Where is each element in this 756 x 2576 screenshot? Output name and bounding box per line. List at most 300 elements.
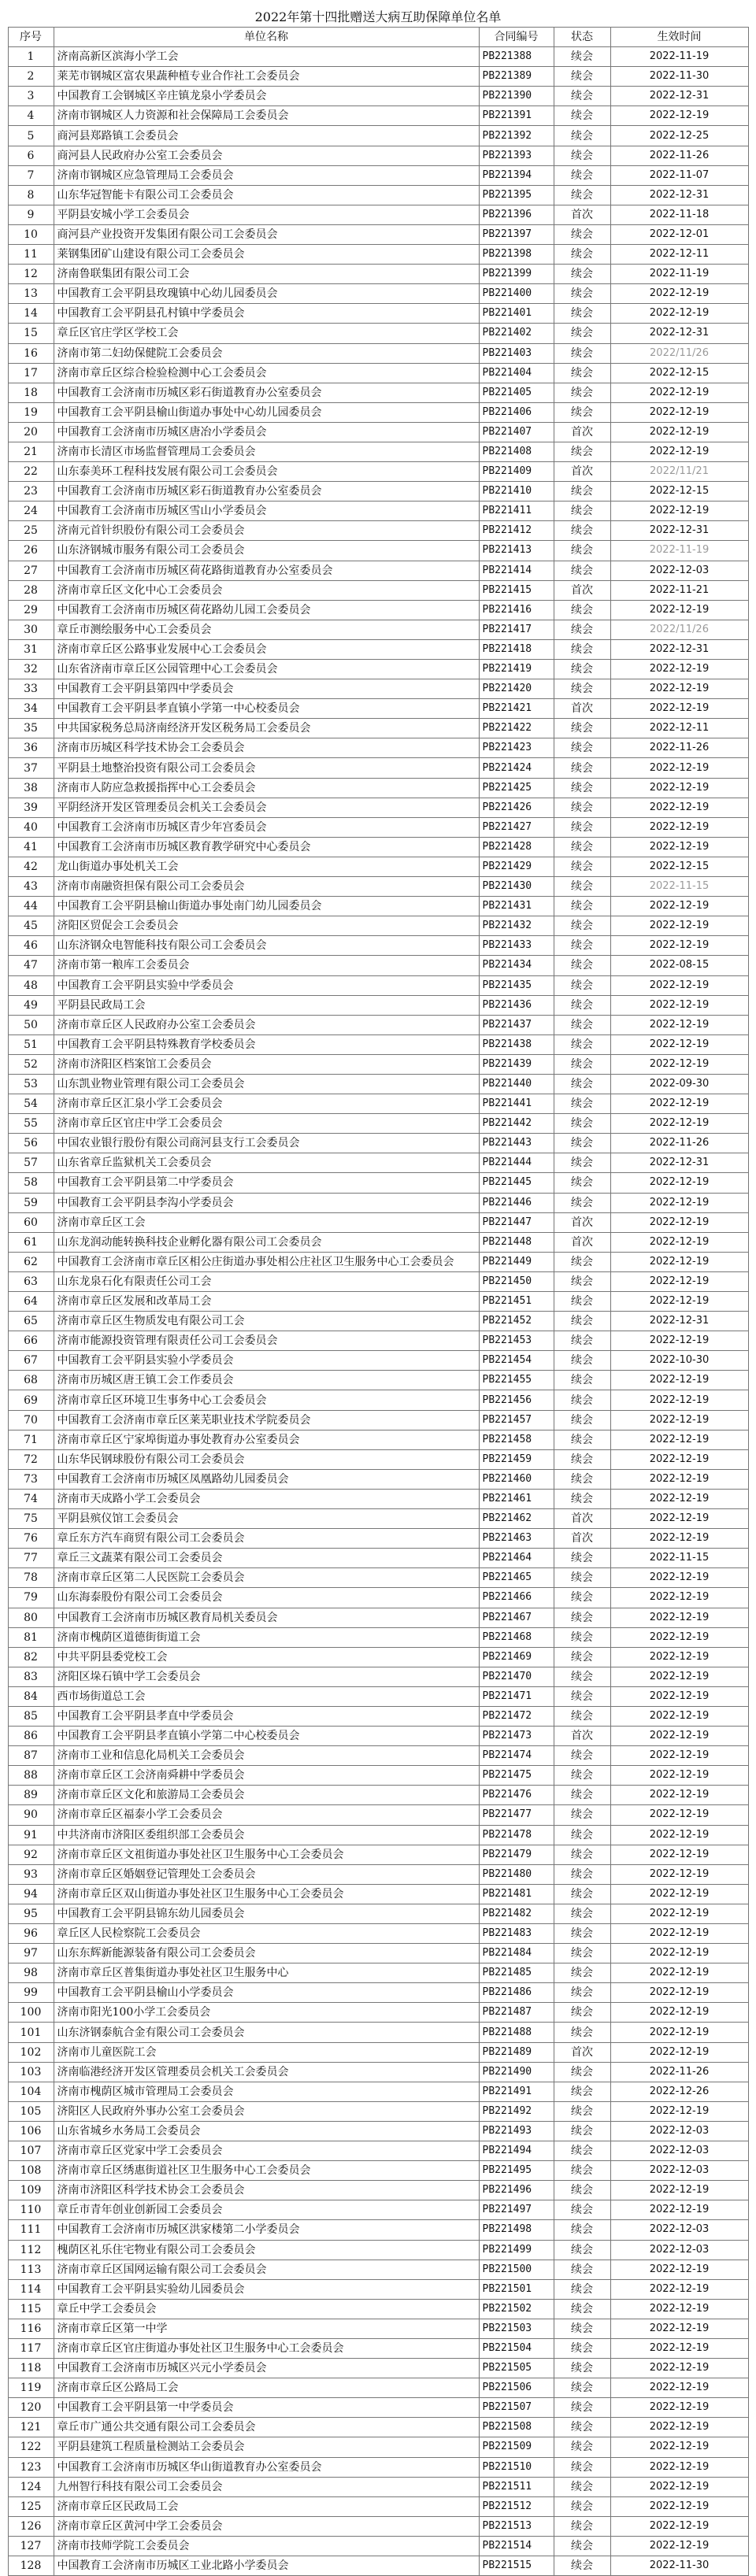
row-seq: 120: [8, 2398, 54, 2418]
row-unit-name: 济南市钢城区人力资源和社会保障局工会委员会: [54, 106, 479, 126]
row-unit-name: 济阳区人民政府外事办公室工会委员会: [54, 2101, 479, 2121]
row-unit-name: 中国教育工会济南市历城区荷花路街道教育办公室委员会: [54, 561, 479, 580]
row-seq: 86: [8, 1727, 54, 1746]
row-effective-date: 2022-12-19: [610, 1469, 748, 1489]
table-row: [8, 778, 748, 798]
row-effective-date: 2022-12-19: [610, 660, 748, 679]
row-effective-date: 2022-12-31: [610, 1153, 748, 1173]
row-unit-name: 济南市章丘区官庄中学工会委员会: [54, 1114, 479, 1134]
row-contract-no: PB221443: [479, 1134, 554, 1153]
row-seq: 70: [8, 1410, 54, 1430]
table-row: [8, 758, 748, 778]
page-title: 2022年第十四批赠送大病互助保障单位名单: [254, 9, 502, 24]
row-status: 续会: [554, 2200, 610, 2220]
row-effective-date: 2022-12-19: [610, 1430, 748, 1449]
row-unit-name: 章丘区官庄学区学校工会: [54, 324, 479, 343]
table-row: [8, 1153, 748, 1173]
row-seq: 37: [8, 758, 54, 778]
row-seq: 99: [8, 1983, 54, 2003]
row-status: 续会: [554, 106, 610, 126]
row-unit-name: 中国教育工会平阴县榆山小学委员会: [54, 1983, 479, 2003]
row-contract-no: PB221471: [479, 1686, 554, 1706]
row-effective-date: 2022-12-19: [610, 1410, 748, 1430]
row-status: 续会: [554, 1588, 610, 1608]
row-status: 续会: [554, 916, 610, 936]
row-unit-name: 中国教育工会钢城区辛庄镇龙泉小学委员会: [54, 87, 479, 106]
table-row: [8, 1608, 748, 1627]
row-status: 续会: [554, 1805, 610, 1825]
row-contract-no: PB221452: [479, 1312, 554, 1331]
row-unit-name: 济南市济阳区档案馆工会委员会: [54, 1054, 479, 1074]
row-contract-no: PB221405: [479, 383, 554, 402]
row-effective-date: 2022-12-31: [610, 1312, 748, 1331]
row-status: 续会: [554, 1390, 610, 1410]
row-status: 续会: [554, 1193, 610, 1212]
table-row: [8, 1746, 748, 1766]
row-seq: 28: [8, 580, 54, 600]
row-contract-no: PB221401: [479, 304, 554, 324]
row-unit-name: 平阴县安城小学工会委员会: [54, 205, 479, 224]
row-effective-date: 2022-12-11: [610, 245, 748, 265]
table-row: [8, 877, 748, 897]
row-seq: 75: [8, 1509, 54, 1529]
row-seq: 24: [8, 502, 54, 521]
row-seq: 108: [8, 2161, 54, 2181]
row-effective-date: 2022-12-19: [610, 837, 748, 857]
table-row: [8, 2161, 748, 2181]
row-contract-no: PB221398: [479, 245, 554, 265]
row-contract-no: PB221417: [479, 620, 554, 639]
row-status: 续会: [554, 146, 610, 165]
row-unit-name: 中国教育工会济南市历城区雪山小学委员会: [54, 502, 479, 521]
row-status: 续会: [554, 1706, 610, 1726]
row-effective-date: 2022-12-19: [610, 1963, 748, 1983]
row-status: 续会: [554, 1292, 610, 1312]
row-status: 续会: [554, 1884, 610, 1904]
row-contract-no: PB221454: [479, 1351, 554, 1371]
row-seq: 47: [8, 956, 54, 975]
row-seq: 69: [8, 1390, 54, 1410]
row-effective-date: 2022-12-19: [610, 383, 748, 402]
row-contract-no: PB221501: [479, 2279, 554, 2299]
row-unit-name: 中国教育工会济南市历城区教育局机关委员会: [54, 1608, 479, 1627]
row-seq: 76: [8, 1529, 54, 1549]
row-status: 续会: [554, 2003, 610, 2023]
row-effective-date: 2022-12-19: [610, 2200, 748, 2220]
row-effective-date: 2022-12-19: [610, 798, 748, 817]
row-effective-date: 2022-12-03: [610, 561, 748, 580]
row-contract-no: PB221411: [479, 502, 554, 521]
row-effective-date: 2022-12-19: [610, 1193, 748, 1212]
row-seq: 61: [8, 1232, 54, 1252]
table-row: [8, 1568, 748, 1588]
table-row: [8, 383, 748, 402]
row-status: 续会: [554, 245, 610, 265]
row-unit-name: 商河县人民政府办公室工会委员会: [54, 146, 479, 165]
row-unit-name: 章丘市测绘服务中心工会委员会: [54, 620, 479, 639]
row-contract-no: PB221515: [479, 2556, 554, 2576]
row-contract-no: PB221460: [479, 1469, 554, 1489]
unit-list-table: [8, 27, 749, 2576]
row-status: 续会: [554, 165, 610, 185]
table-row: [8, 2062, 748, 2082]
row-unit-name: 济南市济阳区科学技术协会工会委员会: [54, 2181, 479, 2200]
row-seq: 87: [8, 1746, 54, 1766]
row-status: 首次: [554, 205, 610, 224]
row-unit-name: 商河县郑路镇工会委员会: [54, 126, 479, 146]
table-row: [8, 897, 748, 916]
row-contract-no: PB221511: [479, 2477, 554, 2496]
row-contract-no: PB221431: [479, 897, 554, 916]
row-seq: 73: [8, 1469, 54, 1489]
row-effective-date: 2022-12-19: [610, 1884, 748, 1904]
row-seq: 94: [8, 1884, 54, 1904]
row-unit-name: 章丘市广通公共交通有限公司工会委员会: [54, 2418, 479, 2437]
table-row: [8, 1864, 748, 1884]
table-row: [8, 47, 748, 67]
row-contract-no: PB221512: [479, 2496, 554, 2516]
table-row: [8, 1173, 748, 1193]
row-seq: 128: [8, 2556, 54, 2576]
row-contract-no: PB221485: [479, 1963, 554, 1983]
row-effective-date: 2022-12-19: [610, 1449, 748, 1469]
row-seq: 77: [8, 1549, 54, 1568]
row-status: 续会: [554, 2516, 610, 2536]
row-seq: 20: [8, 422, 54, 442]
row-seq: 4: [8, 106, 54, 126]
row-effective-date: 2022-12-19: [610, 1173, 748, 1193]
row-unit-name: 济南市长清区市场监督管理局工会委员会: [54, 442, 479, 461]
table-row: [8, 1331, 748, 1351]
row-seq: 67: [8, 1351, 54, 1371]
row-unit-name: 济南市南融资担保有限公司工会委员会: [54, 877, 479, 897]
row-unit-name: 中国教育工会平阴县第四中学委员会: [54, 679, 479, 699]
row-effective-date: 2022-12-19: [610, 1983, 748, 2003]
row-contract-no: PB221413: [479, 541, 554, 561]
table-row: [8, 2121, 748, 2141]
row-contract-no: PB221440: [479, 1074, 554, 1094]
row-unit-name: 济南市第一粮库工会委员会: [54, 956, 479, 975]
row-unit-name: 山东省济南市章丘区公园管理中心工会委员会: [54, 660, 479, 679]
row-unit-name: 济南市章丘区文化和旅游局工会委员会: [54, 1786, 479, 1805]
row-effective-date: 2022-11-19: [610, 47, 748, 67]
row-contract-no: PB221399: [479, 265, 554, 284]
row-unit-name: 章丘三文蔬菜有限公司工会委员会: [54, 1549, 479, 1568]
row-contract-no: PB221513: [479, 2516, 554, 2536]
row-effective-date: 2022-12-19: [610, 2319, 748, 2338]
row-effective-date: 2022-12-03: [610, 2240, 748, 2260]
row-effective-date: 2022-12-19: [610, 1805, 748, 1825]
table-row: [8, 1627, 748, 1647]
table-row: [8, 442, 748, 461]
row-contract-no: PB221436: [479, 995, 554, 1015]
table-row: [8, 580, 748, 600]
table-row: [8, 126, 748, 146]
row-contract-no: PB221446: [479, 1193, 554, 1212]
row-contract-no: PB221505: [479, 2359, 554, 2378]
row-seq: 68: [8, 1371, 54, 1390]
row-effective-date: 2022-12-15: [610, 482, 748, 502]
table-row: [8, 600, 748, 620]
row-status: 续会: [554, 1608, 610, 1627]
row-seq: 72: [8, 1449, 54, 1469]
row-effective-date: 2022-12-03: [610, 2220, 748, 2240]
row-effective-date: 2022-12-19: [610, 897, 748, 916]
table-row: [8, 2477, 748, 2496]
row-seq: 21: [8, 442, 54, 461]
row-contract-no: PB221448: [479, 1232, 554, 1252]
row-contract-no: PB221487: [479, 2003, 554, 2023]
row-seq: 88: [8, 1766, 54, 1786]
row-unit-name: 济南市章丘区综合检验检测中心工会委员会: [54, 363, 479, 383]
row-effective-date: 2022-12-19: [610, 1786, 748, 1805]
row-unit-name: 济南市章丘区宁家埠街道办事处教育办公室委员会: [54, 1430, 479, 1449]
row-seq: 84: [8, 1686, 54, 1706]
row-effective-date: 2022-12-03: [610, 2141, 748, 2161]
row-contract-no: PB221466: [479, 1588, 554, 1608]
row-status: 续会: [554, 1845, 610, 1864]
row-contract-no: PB221510: [479, 2457, 554, 2477]
row-status: 续会: [554, 2161, 610, 2181]
row-status: 续会: [554, 1054, 610, 1074]
row-effective-date: 2022-12-19: [610, 1529, 748, 1549]
row-status: 首次: [554, 699, 610, 719]
row-effective-date: 2022-12-19: [610, 1390, 748, 1410]
row-contract-no: PB221476: [479, 1786, 554, 1805]
row-unit-name: 山东省城乡水务局工会委员会: [54, 2121, 479, 2141]
row-status: 续会: [554, 1153, 610, 1173]
table-row: [8, 2398, 748, 2418]
row-contract-no: PB221434: [479, 956, 554, 975]
row-seq: 44: [8, 897, 54, 916]
table-row: [8, 679, 748, 699]
row-effective-date: 2022-12-19: [610, 304, 748, 324]
row-effective-date: 2022-12-19: [610, 1825, 748, 1845]
row-status: 续会: [554, 2062, 610, 2082]
row-seq: 98: [8, 1963, 54, 1983]
row-status: 首次: [554, 2042, 610, 2062]
row-seq: 12: [8, 265, 54, 284]
table-row: [8, 1430, 748, 1449]
row-seq: 117: [8, 2338, 54, 2358]
table-row: [8, 284, 748, 304]
row-unit-name: 中共平阴县委党校工会: [54, 1647, 479, 1667]
row-status: 续会: [554, 1371, 610, 1390]
row-seq: 1: [8, 47, 54, 67]
row-unit-name: 中国教育工会济南市历城区青少年宫委员会: [54, 817, 479, 837]
table-row: [8, 719, 748, 738]
row-seq: 10: [8, 224, 54, 244]
row-contract-no: PB221429: [479, 857, 554, 876]
row-contract-no: PB221456: [479, 1390, 554, 1410]
row-status: 续会: [554, 1134, 610, 1153]
row-effective-date: 2022-12-31: [610, 639, 748, 659]
row-seq: 113: [8, 2260, 54, 2279]
row-seq: 124: [8, 2477, 54, 2496]
row-seq: 121: [8, 2418, 54, 2437]
row-effective-date: 2022-11-15: [610, 1549, 748, 1568]
row-unit-name: 中国教育工会济南市历城区荷花路幼儿园工会委员会: [54, 600, 479, 620]
row-contract-no: PB221390: [479, 87, 554, 106]
row-unit-name: 龙山街道办事处机关工会: [54, 857, 479, 876]
row-contract-no: PB221459: [479, 1449, 554, 1469]
row-seq: 30: [8, 620, 54, 639]
row-contract-no: PB221426: [479, 798, 554, 817]
table-row: [8, 205, 748, 224]
row-contract-no: PB221472: [479, 1706, 554, 1726]
row-unit-name: 济南市章丘区黄河中学工会委员会: [54, 2516, 479, 2536]
row-contract-no: PB221467: [479, 1608, 554, 1627]
row-status: 续会: [554, 758, 610, 778]
row-effective-date: 2022-12-19: [610, 2516, 748, 2536]
row-status: 续会: [554, 975, 610, 995]
row-status: 续会: [554, 1963, 610, 1983]
row-contract-no: PB221414: [479, 561, 554, 580]
row-unit-name: 济南市章丘区汇泉小学工会委员会: [54, 1094, 479, 1114]
row-status: 续会: [554, 857, 610, 876]
table-row: [8, 422, 748, 442]
table-row: [8, 482, 748, 502]
row-unit-name: 中国教育工会济南市章丘区莱芜职业技术学院委员会: [54, 1410, 479, 1430]
row-unit-name: 中国教育工会平阴县实验中学委员会: [54, 975, 479, 995]
row-status: 续会: [554, 639, 610, 659]
row-contract-no: PB221428: [479, 837, 554, 857]
row-effective-date: 2022-12-03: [610, 2121, 748, 2141]
row-unit-name: 济南市章丘区普集街道办事处社区卫生服务中心: [54, 1963, 479, 1983]
row-status: 续会: [554, 1944, 610, 1963]
row-contract-no: PB221396: [479, 205, 554, 224]
row-effective-date: 2022-12-19: [610, 1489, 748, 1508]
row-seq: 82: [8, 1647, 54, 1667]
row-effective-date: 2022-12-19: [610, 2437, 748, 2457]
row-status: 续会: [554, 1864, 610, 1884]
row-unit-name: 济南市天成路小学工会委员会: [54, 1489, 479, 1508]
table-row: [8, 363, 748, 383]
row-unit-name: 济南市章丘区文祖街道办事处社区卫生服务中心工会委员会: [54, 1845, 479, 1864]
row-effective-date: 2022-12-19: [610, 2181, 748, 2200]
row-contract-no: PB221442: [479, 1114, 554, 1134]
row-unit-name: 平阴县土地整治投资有限公司工会委员会: [54, 758, 479, 778]
row-effective-date: 2022-12-19: [610, 1608, 748, 1627]
row-contract-no: PB221458: [479, 1430, 554, 1449]
row-effective-date: 2022-11-07: [610, 165, 748, 185]
row-unit-name: 济南市章丘区党家中学工会委员会: [54, 2141, 479, 2161]
row-status: 续会: [554, 1074, 610, 1094]
row-effective-date: 2022-12-19: [610, 1568, 748, 1588]
table-row: [8, 67, 748, 87]
table-row: [8, 146, 748, 165]
table-row: [8, 1252, 748, 1271]
row-status: 续会: [554, 877, 610, 897]
row-contract-no: PB221482: [479, 1904, 554, 1923]
row-contract-no: PB221463: [479, 1529, 554, 1549]
row-effective-date: 2022-12-19: [610, 1924, 748, 1944]
row-seq: 42: [8, 857, 54, 876]
row-seq: 52: [8, 1054, 54, 1074]
row-status: 续会: [554, 1667, 610, 1686]
row-effective-date: 2022-12-19: [610, 1212, 748, 1232]
row-seq: 14: [8, 304, 54, 324]
table-row: [8, 956, 748, 975]
table-row: [8, 1271, 748, 1291]
row-unit-name: 中国教育工会济南市历城区华山街道教育办公室委员会: [54, 2457, 479, 2477]
row-contract-no: PB221422: [479, 719, 554, 738]
row-effective-date: 2022-11-19: [610, 541, 748, 561]
row-contract-no: PB221418: [479, 639, 554, 659]
row-unit-name: 山东华民钢球股份有限公司工会委员会: [54, 1449, 479, 1469]
row-contract-no: PB221408: [479, 442, 554, 461]
row-unit-name: 济南市章丘区工会济南舜耕中学委员会: [54, 1766, 479, 1786]
row-unit-name: 山东华冠智能卡有限公司工会委员会: [54, 185, 479, 205]
row-seq: 79: [8, 1588, 54, 1608]
row-seq: 23: [8, 482, 54, 502]
row-contract-no: PB221412: [479, 521, 554, 541]
row-contract-no: PB221447: [479, 1212, 554, 1232]
row-seq: 19: [8, 402, 54, 422]
table-row: [8, 2200, 748, 2220]
row-contract-no: PB221450: [479, 1271, 554, 1291]
row-status: 续会: [554, 1786, 610, 1805]
row-seq: 40: [8, 817, 54, 837]
row-seq: 115: [8, 2299, 54, 2319]
table-row: [8, 1983, 748, 2003]
table-row: [8, 185, 748, 205]
table-row: [8, 1212, 748, 1232]
row-contract-no: PB221488: [479, 2023, 554, 2042]
table-row: [8, 462, 748, 482]
row-status: 续会: [554, 2101, 610, 2121]
row-seq: 11: [8, 245, 54, 265]
row-seq: 60: [8, 1212, 54, 1232]
row-status: 续会: [554, 2220, 610, 2240]
row-unit-name: 山东济钢众电智能科技有限公司工会委员会: [54, 936, 479, 956]
row-contract-no: PB221500: [479, 2260, 554, 2279]
row-contract-no: PB221397: [479, 224, 554, 244]
row-status: 续会: [554, 383, 610, 402]
table-row: [8, 1074, 748, 1094]
row-status: 续会: [554, 1825, 610, 1845]
row-effective-date: 2022-10-30: [610, 1351, 748, 1371]
row-seq: 111: [8, 2220, 54, 2240]
row-contract-no: PB221430: [479, 877, 554, 897]
row-effective-date: 2022-12-19: [610, 2042, 748, 2062]
row-effective-date: 2022-12-19: [610, 1667, 748, 1686]
row-contract-no: PB221461: [479, 1489, 554, 1508]
row-unit-name: 中国教育工会平阴县第一中学委员会: [54, 2398, 479, 2418]
row-contract-no: PB221457: [479, 1410, 554, 1430]
row-status: 续会: [554, 1766, 610, 1786]
row-effective-date: 2022-12-19: [610, 1232, 748, 1252]
row-status: 续会: [554, 1568, 610, 1588]
row-unit-name: 济南市章丘区婚姻登记管理处工会委员会: [54, 1864, 479, 1884]
table-row: [8, 2418, 748, 2437]
row-unit-name: 平阴县建筑工程质量检测站工会委员会: [54, 2437, 479, 2457]
row-status: 续会: [554, 1924, 610, 1944]
row-effective-date: 2022-12-19: [610, 1094, 748, 1114]
row-status: 续会: [554, 1351, 610, 1371]
row-contract-no: PB221395: [479, 185, 554, 205]
row-contract-no: PB221470: [479, 1667, 554, 1686]
table-row: [8, 699, 748, 719]
row-status: 续会: [554, 1549, 610, 1568]
row-unit-name: 济南市钢城区应急管理局工会委员会: [54, 165, 479, 185]
table-row: [8, 1884, 748, 1904]
row-contract-no: PB221465: [479, 1568, 554, 1588]
row-seq: 101: [8, 2023, 54, 2042]
row-effective-date: 2022-12-19: [610, 916, 748, 936]
row-unit-name: 中国教育工会平阴县锦东幼儿园委员会: [54, 1904, 479, 1923]
row-seq: 25: [8, 521, 54, 541]
